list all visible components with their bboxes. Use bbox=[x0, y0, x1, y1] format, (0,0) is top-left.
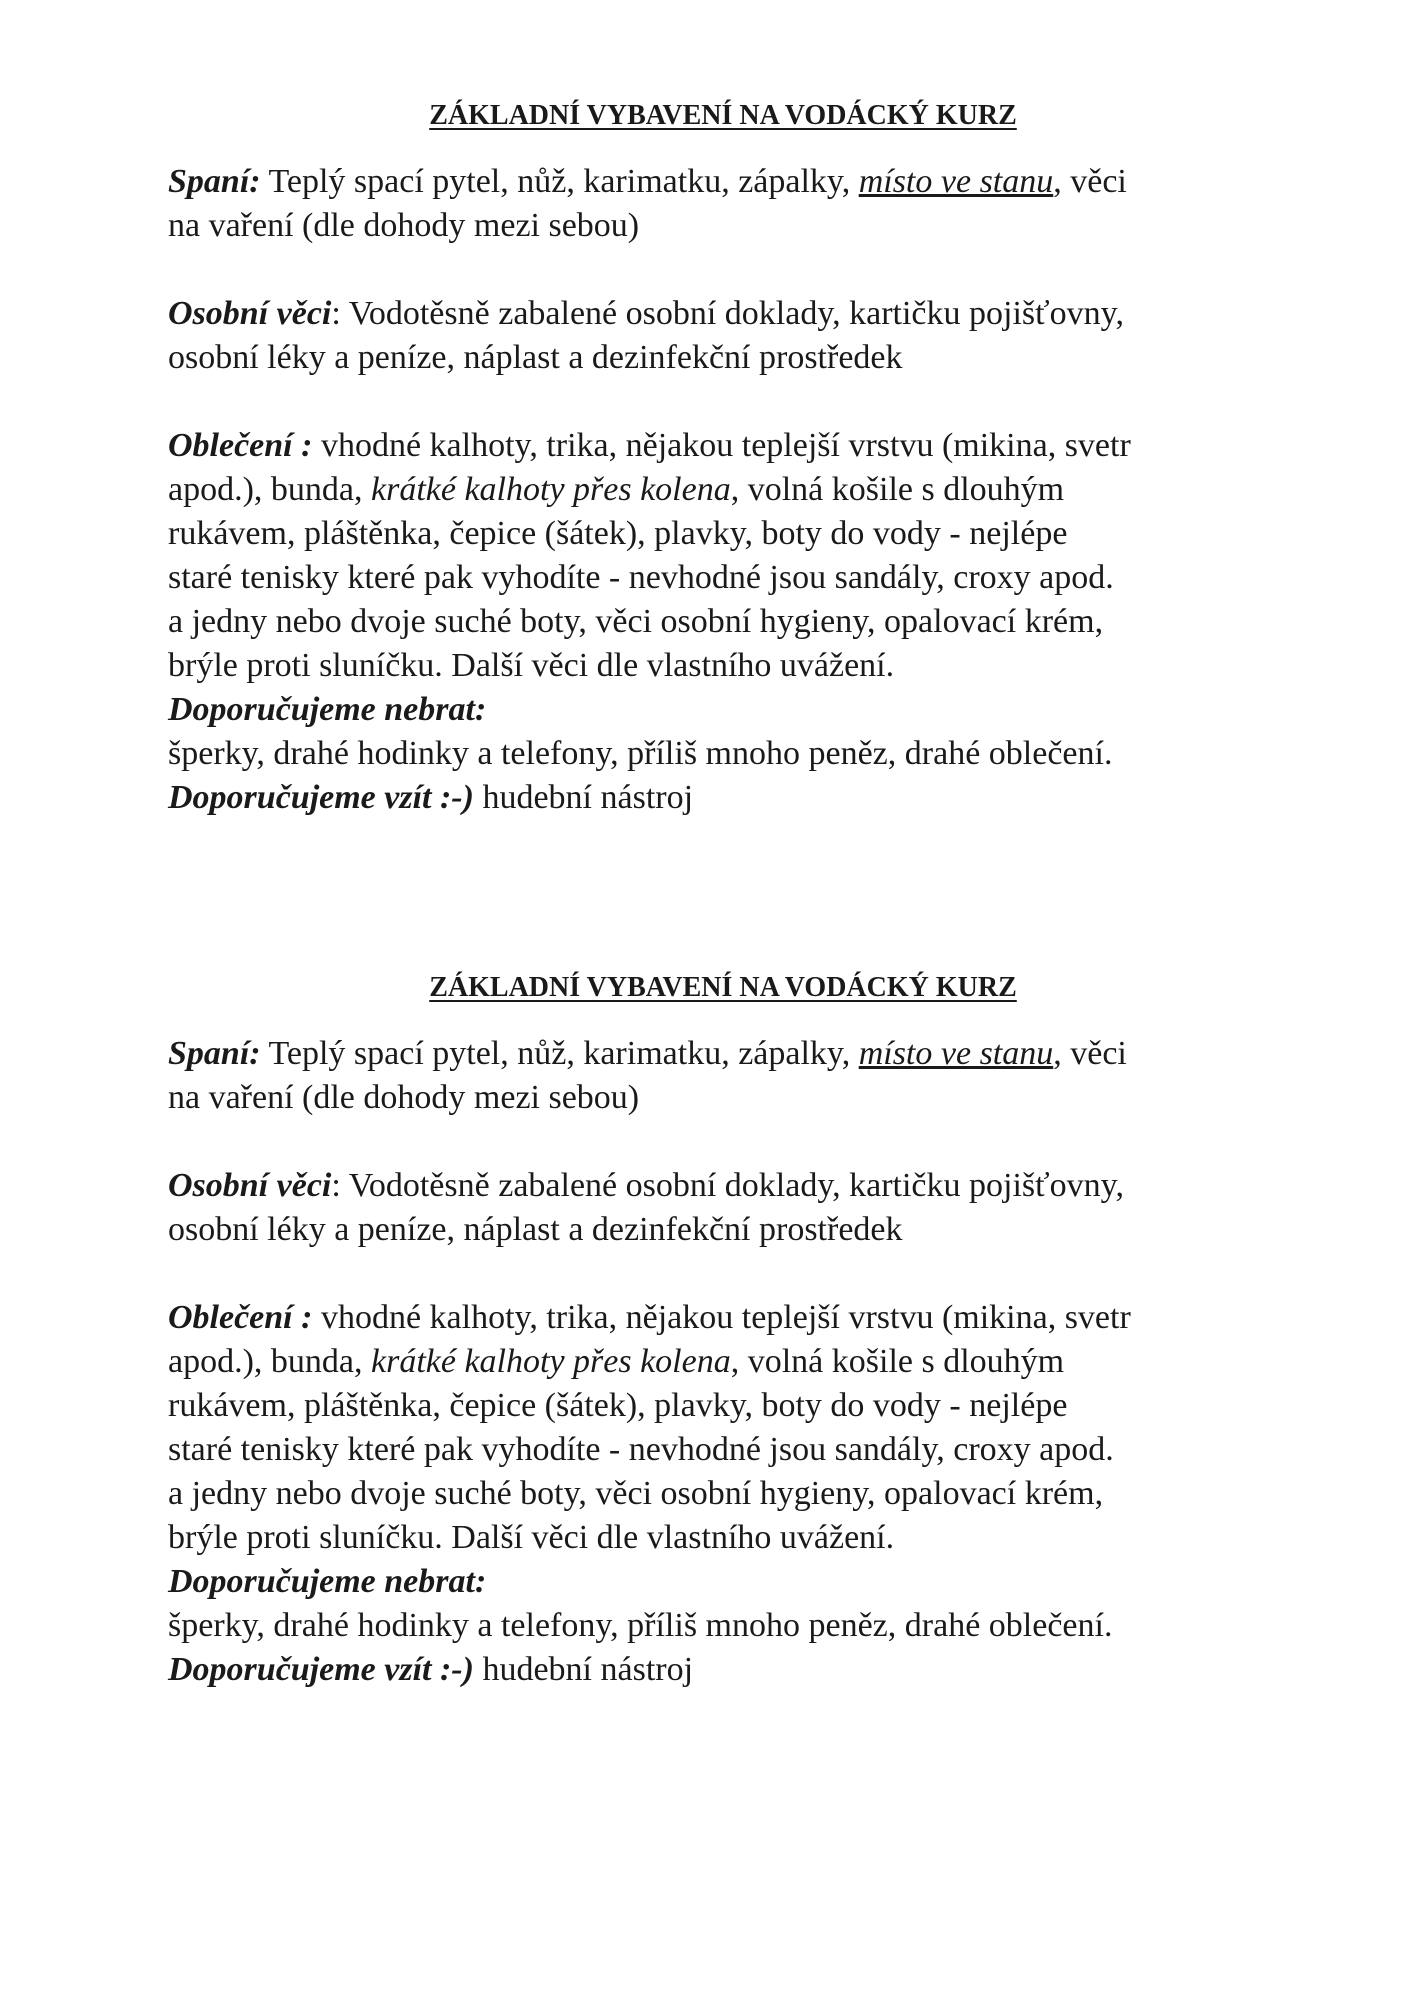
spani-text: , věci bbox=[1053, 1035, 1127, 1072]
obleceni-text: brýle proti sluníčku. Další věci dle vlastního uvážení. bbox=[168, 647, 895, 684]
equipment-section bbox=[168, 100, 1258, 820]
osobni-label: Osobní věci bbox=[168, 1167, 332, 1204]
section-title: ZÁKLADNÍ VYBAVENÍ NA VODÁCKÝ KURZ bbox=[429, 100, 1017, 131]
nebrat-text: šperky, drahé hodinky a telefony, příliš mnoho peněz, drahé oblečení. bbox=[168, 1607, 1113, 1644]
spani-tent-note: místo ve stanu bbox=[858, 163, 1054, 200]
osobni-paragraph bbox=[168, 292, 1258, 380]
obleceni-text: rukávem, pláštěnka, čepice (šátek), plavky, boty do vody - nejlépe bbox=[168, 515, 1068, 552]
obleceni-text: vhodné kalhoty, trika, nějakou teplejší vrstvu (mikina, svetr bbox=[312, 1299, 1131, 1336]
obleceni-text: staré tenisky které pak vyhodíte - nevhodné jsou sandály, croxy apod. bbox=[168, 559, 1114, 596]
obleceni-label: Oblečení : bbox=[168, 1299, 313, 1336]
spani-paragraph bbox=[168, 160, 1258, 248]
obleceni-text: a jedny nebo dvoje suché boty, věci osobní hygieny, opalovací krém, bbox=[168, 1475, 1104, 1512]
obleceni-text: brýle proti sluníčku. Další věci dle vlastního uvážení. bbox=[168, 1519, 895, 1556]
spani-label: Spaní: bbox=[168, 1035, 261, 1072]
nebrat-text: šperky, drahé hodinky a telefony, příliš mnoho peněz, drahé oblečení. bbox=[168, 735, 1113, 772]
osobni-text: osobní léky a peníze, náplast a dezinfekční prostředek bbox=[168, 339, 903, 376]
spani-text: na vaření (dle dohody mezi sebou) bbox=[168, 1079, 640, 1116]
section-title: ZÁKLADNÍ VYBAVENÍ NA VODÁCKÝ KURZ bbox=[429, 972, 1017, 1003]
spani-text: Teplý spací pytel, nůž, karimatku, zápalky, bbox=[260, 163, 859, 200]
obleceni-paragraph bbox=[168, 424, 1258, 820]
osobni-text: osobní léky a peníze, náplast a dezinfekční prostředek bbox=[168, 1211, 903, 1248]
equipment-section bbox=[168, 972, 1258, 1692]
vzit-text: hudební nástroj bbox=[473, 779, 694, 816]
osobni-text: : Vodotěsně zabalené osobní doklady, kartičku pojišťovny, bbox=[331, 295, 1124, 332]
obleceni-text: , volná košile s dlouhým bbox=[730, 1343, 1065, 1380]
obleceni-text: rukávem, pláštěnka, čepice (šátek), plavky, boty do vody - nejlépe bbox=[168, 1387, 1068, 1424]
spani-text: , věci bbox=[1053, 163, 1127, 200]
spani-text: na vaření (dle dohody mezi sebou) bbox=[168, 207, 640, 244]
obleceni-shorts-note: krátké kalhoty přes kolena bbox=[371, 1343, 731, 1380]
osobni-text: : Vodotěsně zabalené osobní doklady, kartičku pojišťovny, bbox=[331, 1167, 1124, 1204]
obleceni-shorts-note: krátké kalhoty přes kolena bbox=[371, 471, 731, 508]
spani-tent-note: místo ve stanu bbox=[858, 1035, 1054, 1072]
obleceni-text: staré tenisky které pak vyhodíte - nevhodné jsou sandály, croxy apod. bbox=[168, 1431, 1114, 1468]
obleceni-text: vhodné kalhoty, trika, nějakou teplejší vrstvu (mikina, svetr bbox=[312, 427, 1131, 464]
nebrat-label: Doporučujeme nebrat: bbox=[168, 691, 487, 728]
osobni-label: Osobní věci bbox=[168, 295, 332, 332]
nebrat-label: Doporučujeme nebrat: bbox=[168, 1563, 487, 1600]
vzit-text: hudební nástroj bbox=[473, 1651, 694, 1688]
vzit-label: Doporučujeme vzít :-) bbox=[168, 1651, 474, 1688]
spani-paragraph bbox=[168, 1032, 1258, 1120]
obleceni-label: Oblečení : bbox=[168, 427, 313, 464]
spani-label: Spaní: bbox=[168, 163, 261, 200]
obleceni-text: apod.), bunda, bbox=[168, 471, 372, 508]
osobni-paragraph bbox=[168, 1164, 1258, 1252]
obleceni-text: a jedny nebo dvoje suché boty, věci osobní hygieny, opalovací krém, bbox=[168, 603, 1104, 640]
obleceni-text: apod.), bunda, bbox=[168, 1343, 372, 1380]
obleceni-text: , volná košile s dlouhým bbox=[730, 471, 1065, 508]
obleceni-paragraph bbox=[168, 1296, 1258, 1692]
spani-text: Teplý spací pytel, nůž, karimatku, zápalky, bbox=[260, 1035, 859, 1072]
vzit-label: Doporučujeme vzít :-) bbox=[168, 779, 474, 816]
